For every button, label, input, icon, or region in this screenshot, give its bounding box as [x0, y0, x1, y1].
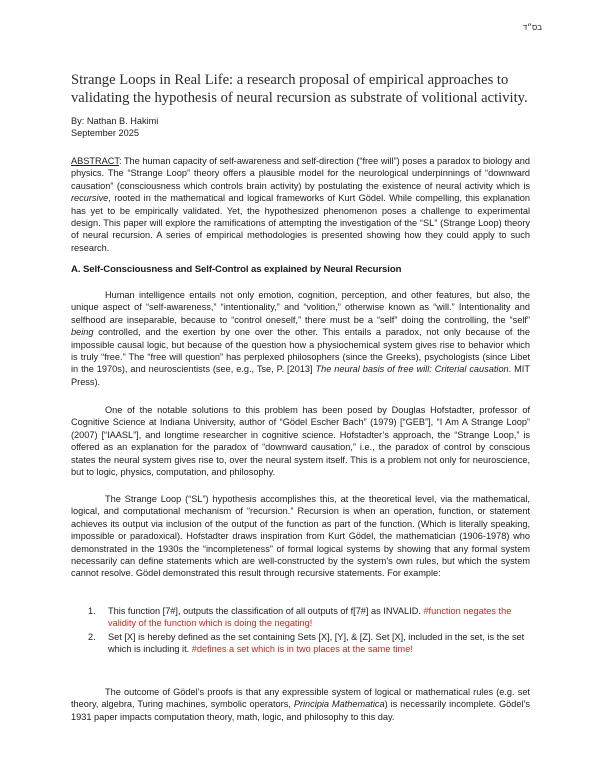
abstract-text-2: , rooted in the mathematical and logical frameworks of Kurt Gödel. While compelling, this explanation has yet to be empirically validated. Yet, the hypothesized phenomenon poses a challenge to experimental design. This paper will explore the ramifications of attempting the investigation of the “SL” (Strange Loop) theory of neural recursion. A series of empirical methodologies is presented showing how they could apply to such research.	[71, 193, 530, 253]
example-number: 2.	[88, 631, 96, 642]
paragraph-1-citation-title: The neural basis of free will: Criterial causation	[315, 364, 509, 375]
example-item-2	[71, 631, 530, 656]
section-heading-a: A. Self-Consciousness and Self-Control as explained by Neural Recursion	[71, 264, 402, 275]
paragraph-4	[71, 686, 530, 723]
abstract-text-1: : The human capacity of self-awareness and self-direction (“free will”) poses a paradox to biology and physics. The “Strange Loop” theory offers a plausible model for the neurological underpinnings of “downward causation” (consciousness which controls brain activity) by postulating the existence of neural activity which is	[71, 156, 530, 191]
byline	[71, 115, 158, 139]
abstract	[71, 155, 530, 254]
paragraph-1-text-3: . MIT Press).	[71, 364, 530, 387]
example-note: #defines a set which is in two places at the same time!	[191, 644, 413, 655]
paragraph-1-emphasis-1: being	[71, 327, 94, 338]
example-item-1	[71, 605, 530, 630]
paragraph-2: One of the notable solutions to this problem has been posed by Douglas Hofstadter, professor of Cognitive Science at Indiana University, author of “Gödel Escher Bach” (1979) [“GEB”], “I Am A Strange Loop” (2007) [“IAASL”], and longtime researcher in cognitive science. Hofstadter’s approach, the “Strange Loop,” is offered as an explanation for the paradox of “downward causation,” i.e., the paradox of control by conscious states the neural system gives rise to, over the neural system itself. This is a problem not only for neuroscience, but to logic, physics, computation, and philosophy.	[71, 405, 530, 478]
date: September 2025	[71, 128, 139, 138]
paragraph-1	[71, 289, 530, 388]
paragraph-1-text-1: Human intelligence entails not only emotion, cognition, perception, and other features, but also, the unique aspect of “self-awareness,” “intentionality,” and “volition,” otherwise known as “will.” Intentionality and selfhood are inseparable, because to “control oneself,” there must be a “self” doing the controlling, the “self”	[71, 290, 530, 325]
example-text: This function [7#], outputs the classification of all outputs of f[7#] as INVALID.	[108, 606, 424, 616]
paragraph-3: The Strange Loop (“SL”) hypothesis accomplishes this, at the theoretical level, via the mathematical, logical, and computational mechanism of “recursion.” Recursion is when an operation, function, or statement achieves its output via inclusion of the output of the function as part of the function. (Which is literally speaking, impossible or paradoxical). Hofstadter draws inspiration from Kurt Gödel, the mathematician (1906-1978) who demonstrated in the 1930s the “incompleteness” of formal logical systems by showing that any formal system necessarily can define statements which are well-constructed by the system’s own rules, but which the system cannot resolve. Gödel demonstrated this result through recursive statements. For example:	[71, 494, 530, 579]
paper-title: Strange Loops in Real Life: a research proposal of empirical approaches to validating the hypothesis of neural recursion as substrate of volitional activity.	[71, 72, 528, 106]
paragraph-4-emphasis: Principia Mathematica	[293, 699, 385, 710]
paragraph-4-text-2: ) is necessarily incomplete. Gödel’s 1931 paper impacts computation theory, math, logic, and philosophy to this day.	[71, 699, 531, 722]
example-text: Set [X] is hereby defined as the set containing Sets [X], [Y], & [Z]. Set [X], included in the set, is the set which is including it.	[108, 631, 525, 655]
abstract-emphasis: recursive	[71, 193, 109, 204]
paragraph-1-text-2: controlled, and the exertion by one over the other. This entails a paradox, not only because of the impossible causal logic, but because of the question how a physiochemical system gives rise to behavior which is truly “free.” The “free will question” has perplexed philosophers (since the Greeks), psychologists (since Libet in the 1970s), and neuroscientists (see, e.g., Tse, P. [2013]	[71, 327, 530, 375]
paragraph-4-text-1: The outcome of Gödel’s proofs is that any expressible system of logical or mathematical rules (e.g. set theory, algebra, Turing machines, symbolic operators,	[71, 687, 530, 710]
example-note: #function negates the validity of the function which is doing the negating!	[108, 606, 512, 629]
author: By: Nathan B. Hakimi	[71, 116, 159, 126]
examples-list	[71, 605, 530, 657]
header-mark: בס״ד	[522, 23, 542, 32]
example-number: 1.	[88, 606, 96, 616]
abstract-label: ABSTRACT	[71, 156, 119, 166]
